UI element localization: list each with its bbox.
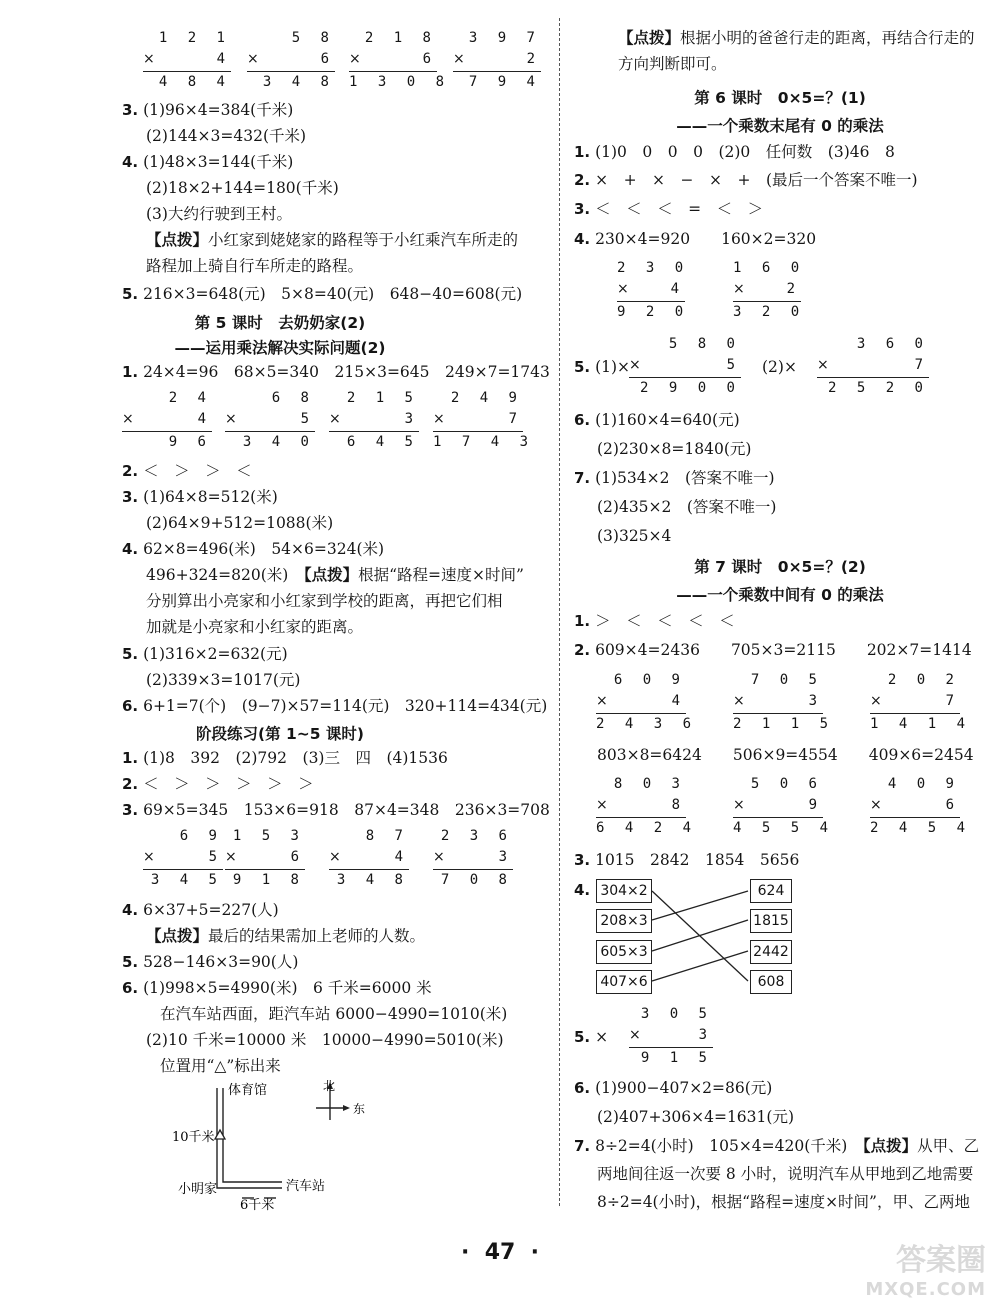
st-line-2: 2. ＜ ＞ ＞ ＞ ＞ ＞ [122, 775, 314, 793]
s6-line-7-3: (3)325×4 [597, 527, 672, 545]
st-line-6-4: 位置用“△”标出来 [160, 1057, 281, 1075]
multiplier: × 6 [247, 49, 335, 70]
s7-line-5: 5. × [574, 1028, 609, 1046]
stage-practice-title: 阶段练习(第 1~5 课时) [195, 725, 365, 743]
multiplicand: 1 6 0 [733, 260, 806, 276]
map-label-north: 北 [323, 1078, 336, 1093]
s5-line-4: 4. 62×8=496(米) 54×6=324(米) [122, 540, 385, 558]
product: 2 4 5 4 [870, 817, 960, 839]
multiplicand: 2 0 2 [887, 672, 960, 688]
times-sign: × [733, 693, 751, 709]
st-line-5: 5. 528−146×3=90(人) [122, 953, 299, 971]
multiplier: × 2 [453, 49, 541, 70]
times-sign: × [247, 51, 265, 67]
map-label-home: 小明家 [178, 1182, 218, 1197]
multiplier: × 2 [733, 279, 801, 300]
match-line [652, 951, 748, 981]
s7-line-1: 1. ＞ ＜ ＜ ＜ ＜ [574, 612, 735, 630]
st-line-1: 1. (1)8 392 (2)792 (3)三 四 (4)1536 [122, 749, 448, 767]
multiplicand: 1 2 1 [158, 30, 231, 46]
s6-line-7: 7. (1)534×2 (答案不唯一) [574, 469, 775, 487]
match-right-1: 624 [750, 879, 792, 903]
match-left-4: 407×6 [596, 970, 652, 994]
multiplicand: 6 8 [271, 390, 315, 406]
times-sign: × [329, 411, 347, 427]
times-sign: × [870, 693, 888, 709]
s6-line-6: 6. (1)160×4=640(元) [574, 411, 740, 429]
multiplier: × 4 [617, 279, 685, 300]
multiplicand: 2 1 5 [346, 390, 419, 406]
multiplier: × 4 [596, 691, 686, 712]
times-sign: × [596, 693, 614, 709]
multiplicand: 2 3 6 [440, 828, 513, 844]
product: 9 1 5 [629, 1047, 713, 1069]
match-line [652, 920, 748, 951]
s7-line-7-2: 两地间往返一次要 8 小时，说明汽车从甲地到乙地需要 [597, 1165, 974, 1183]
product: 3 4 8 [247, 71, 335, 93]
line-3: 3. (1)96×4=384(千米) [122, 101, 294, 119]
times-sign: × [143, 51, 161, 67]
match-left-2: 208×3 [596, 909, 652, 933]
match-right-4: 608 [750, 970, 792, 994]
product: 7 0 8 [433, 869, 513, 891]
section-6-title: 第 6 课时 0×5=？(1) [694, 89, 866, 107]
times-sign: × [433, 411, 451, 427]
multiplier: × 6 [870, 795, 960, 816]
product: 6 4 5 [329, 431, 419, 453]
times-sign: × [329, 849, 347, 865]
multiplicand: 5 0 6 [750, 776, 823, 792]
tip-2: 【点拨】最后的结果需加上老师的人数。 [146, 926, 426, 945]
line-4: 4. (1)48×3=144(千米) [122, 153, 294, 171]
times-sign: × [122, 411, 140, 427]
st-line-6: 6. (1)998×5=4990(米) 6 千米=6000 米 [122, 979, 432, 997]
s6-line-4: 4. 230×4=920 160×2=320 [574, 230, 817, 248]
multiplier: × 9 [733, 795, 823, 816]
product: 4 5 5 4 [733, 817, 823, 839]
section-7-title: 第 7 课时 0×5=？(2) [694, 558, 866, 576]
match-left-3: 605×3 [596, 940, 652, 964]
s5-line-4-4: 加就是小亮家和小红家的距离。 [146, 618, 364, 636]
multiplicand: 2 1 8 [364, 30, 437, 46]
multiplier: × 3 [629, 1025, 713, 1046]
times-sign: × [596, 797, 614, 813]
s7-line-3: 3. 1015 2842 1854 5656 [574, 851, 800, 869]
multiplier: × 3 [329, 409, 419, 430]
multiplier: × 4 [329, 847, 409, 868]
section-5-title: 第 5 课时 去奶奶家(2) [194, 314, 366, 332]
s7-line-4: 4. [574, 881, 591, 899]
times-sign: × [629, 1027, 647, 1043]
multiplicand: 3 0 5 [640, 1006, 713, 1022]
product: 9 6 [122, 431, 212, 453]
multiplicand: 3 9 7 [468, 30, 541, 46]
st-line-4: 4. 6×37+5=227(人) [122, 901, 279, 919]
product: 3 4 8 [329, 869, 409, 891]
tip-3-cont: 方向判断即可。 [618, 55, 727, 73]
product: 3 4 0 [225, 431, 315, 453]
s5-line-6: 6. 6+1=7(个) (9−7)×57=114(元) 320+114=434(元) [122, 697, 548, 715]
multiplier: × 8 [596, 795, 686, 816]
product: 3 4 5 [143, 869, 223, 891]
section-6-subtitle: ——一个乘数末尾有 0 的乘法 [676, 117, 884, 135]
multiplier: × 4 [122, 409, 212, 430]
tip-3: 【点拨】根据小明的爸爸行走的距离，再结合行走的 [618, 28, 975, 47]
page-number: · 47 · [461, 1240, 539, 1265]
s7-line-2: 2. 609×4=2436 705×3=2115 202×7=1414 [574, 641, 972, 659]
tip-1: 【点拨】小红家到姥姥家的路程等于小红乘汽车所走的 [146, 230, 519, 249]
multiplier: × 5 [143, 847, 223, 868]
s6-line-5-p2: (2)× [762, 358, 797, 376]
multiplier: × 7 [433, 409, 523, 430]
times-sign: × [817, 357, 835, 373]
multiplier: × 4 [143, 49, 231, 70]
multiplier: × 6 [349, 49, 437, 70]
map-label-east: 东 [353, 1102, 366, 1116]
times-sign: × [225, 849, 243, 865]
multiplicand: 2 3 0 [617, 260, 690, 276]
line-4-2: (2)18×2+144=180(千米) [146, 179, 339, 197]
s6-line-3: 3. ＜ ＜ ＜ = ＜ ＞ [574, 200, 764, 218]
s5-line-5-2: (2)339×3=1017(元) [146, 671, 301, 689]
times-sign: × [433, 849, 451, 865]
product: 1 3 0 8 [349, 71, 437, 93]
s6-line-6-2: (2)230×8=1840(元) [597, 440, 752, 458]
s7-line-6: 6. (1)900−407×2=86(元) [574, 1079, 773, 1097]
multiplicand: 5 8 0 [668, 336, 741, 352]
times-sign: × [870, 797, 888, 813]
s5-line-1: 1. 24×4=96 68×5=340 215×3=645 249×7=1743 [122, 363, 550, 381]
st-line-6-2: 在汽车站西面，距汽车站 6000−4990=1010(米) [160, 1005, 508, 1023]
multiplicand: 6 9 [179, 828, 223, 844]
times-sign: × [453, 51, 471, 67]
map-label-gym: 体育馆 [228, 1083, 268, 1098]
product: 6 4 2 4 [596, 817, 686, 839]
multiplier: × 7 [870, 691, 960, 712]
times-sign: × [733, 281, 751, 297]
times-sign: × [617, 281, 635, 297]
s6-line-7-2: (2)435×2 (答案不唯一) [597, 498, 777, 516]
s7-line-7-3: 8÷2=4(小时)，根据“路程=速度×时间”，甲、乙两地 [597, 1193, 970, 1211]
multiplicand: 7 0 5 [750, 672, 823, 688]
s6-line-5: 5. (1)× [574, 358, 631, 376]
product: 2 4 3 6 [596, 713, 686, 735]
s5-line-4-3: 分别算出小亮家和小红家到学校的距离，再把它们相 [146, 592, 503, 610]
times-sign: × [143, 849, 161, 865]
multiplicand: 1 5 3 [232, 828, 305, 844]
times-sign: × [733, 797, 751, 813]
section-5-subtitle: ——运用乘法解决实际问题(2) [174, 339, 386, 357]
line-3-2: (2)144×3=432(千米) [146, 127, 307, 145]
map-label-10km: 10千米 [172, 1130, 215, 1145]
match-right-2: 1815 [750, 909, 792, 933]
line-4-3: (3)大约行驶到王村。 [146, 205, 292, 223]
watermark-logo: 答案圈 MXQE.COM [865, 1243, 986, 1300]
s6-line-2: 2. × + × − × + (最后一个答案不唯一) [574, 171, 918, 189]
s7-line-7: 7. 8÷2=4(小时) 105×4=420(千米) 【点拨】从甲、乙 [574, 1136, 980, 1155]
multiplier: × 7 [817, 355, 929, 376]
vertical-multiplication [629, 1004, 713, 1069]
s5-line-5: 5. (1)316×2=632(元) [122, 645, 288, 663]
section-7-subtitle: ——一个乘数中间有 0 的乘法 [676, 586, 884, 604]
product: 3 2 0 [733, 301, 801, 323]
product: 4 8 4 [143, 71, 231, 93]
times-sign: × [629, 357, 647, 373]
match-left-1: 304×2 [596, 879, 652, 903]
product: 2 9 0 0 [629, 377, 741, 399]
match-line [652, 891, 748, 920]
line-5: 5. 216×3=648(元) 5×8=40(元) 648−40=608(元) [122, 285, 523, 303]
multiplicand: 3 6 0 [856, 336, 929, 352]
s5-line-4-2: 496+324=820(米) 【点拨】根据“路程=速度×时间” [146, 565, 524, 584]
multiplicand: 4 0 9 [887, 776, 960, 792]
product: 1 4 1 4 [870, 713, 960, 735]
multiplicand: 8 0 3 [613, 776, 686, 792]
st-line-6-3: (2)10 千米=10000 米 10000−4990=5010(米) [146, 1031, 504, 1049]
multiplier: × 3 [433, 847, 513, 868]
product: 9 1 8 [225, 869, 305, 891]
multiplicand: 8 7 [365, 828, 409, 844]
times-sign: × [225, 411, 243, 427]
multiplicand: 2 4 [168, 390, 212, 406]
product: 1 7 4 3 [433, 431, 523, 453]
s5-line-3-2: (2)64×9+512=1088(米) [146, 514, 334, 532]
map-label-6km: 6千米 [240, 1198, 275, 1213]
multiplicand: 6 0 9 [613, 672, 686, 688]
times-sign: × [349, 51, 367, 67]
multiplicand: 2 4 9 [450, 390, 523, 406]
multiplier: × 5 [225, 409, 315, 430]
s6-line-1: 1. (1)0 0 0 0 (2)0 任何数 (3)46 8 [574, 143, 895, 161]
product: 2 5 2 0 [817, 377, 929, 399]
s7-line-6-2: (2)407+306×4=1631(元) [597, 1108, 794, 1126]
st-line-3: 3. 69×5=345 153×6=918 87×4=348 236×3=708 [122, 801, 550, 819]
product: 9 2 0 [617, 301, 685, 323]
multiplier: × 5 [629, 355, 741, 376]
tip-1-cont: 路程加上骑自行车所走的路程。 [146, 257, 364, 275]
multiplicand: 5 8 [291, 30, 335, 46]
product: 2 1 1 5 [733, 713, 823, 735]
s7-line-2-2: 803×8=6424 506×9=4554 409×6=2454 [597, 746, 974, 764]
multiplier: × 3 [733, 691, 823, 712]
product: 7 9 4 [453, 71, 541, 93]
s5-line-2: 2. ＜ ＞ ＞ ＜ [122, 462, 252, 480]
multiplier: × 6 [225, 847, 305, 868]
match-right-3: 2442 [750, 940, 792, 964]
map-label-station: 汽车站 [286, 1179, 326, 1194]
s5-line-3: 3. (1)64×8=512(米) [122, 488, 278, 506]
